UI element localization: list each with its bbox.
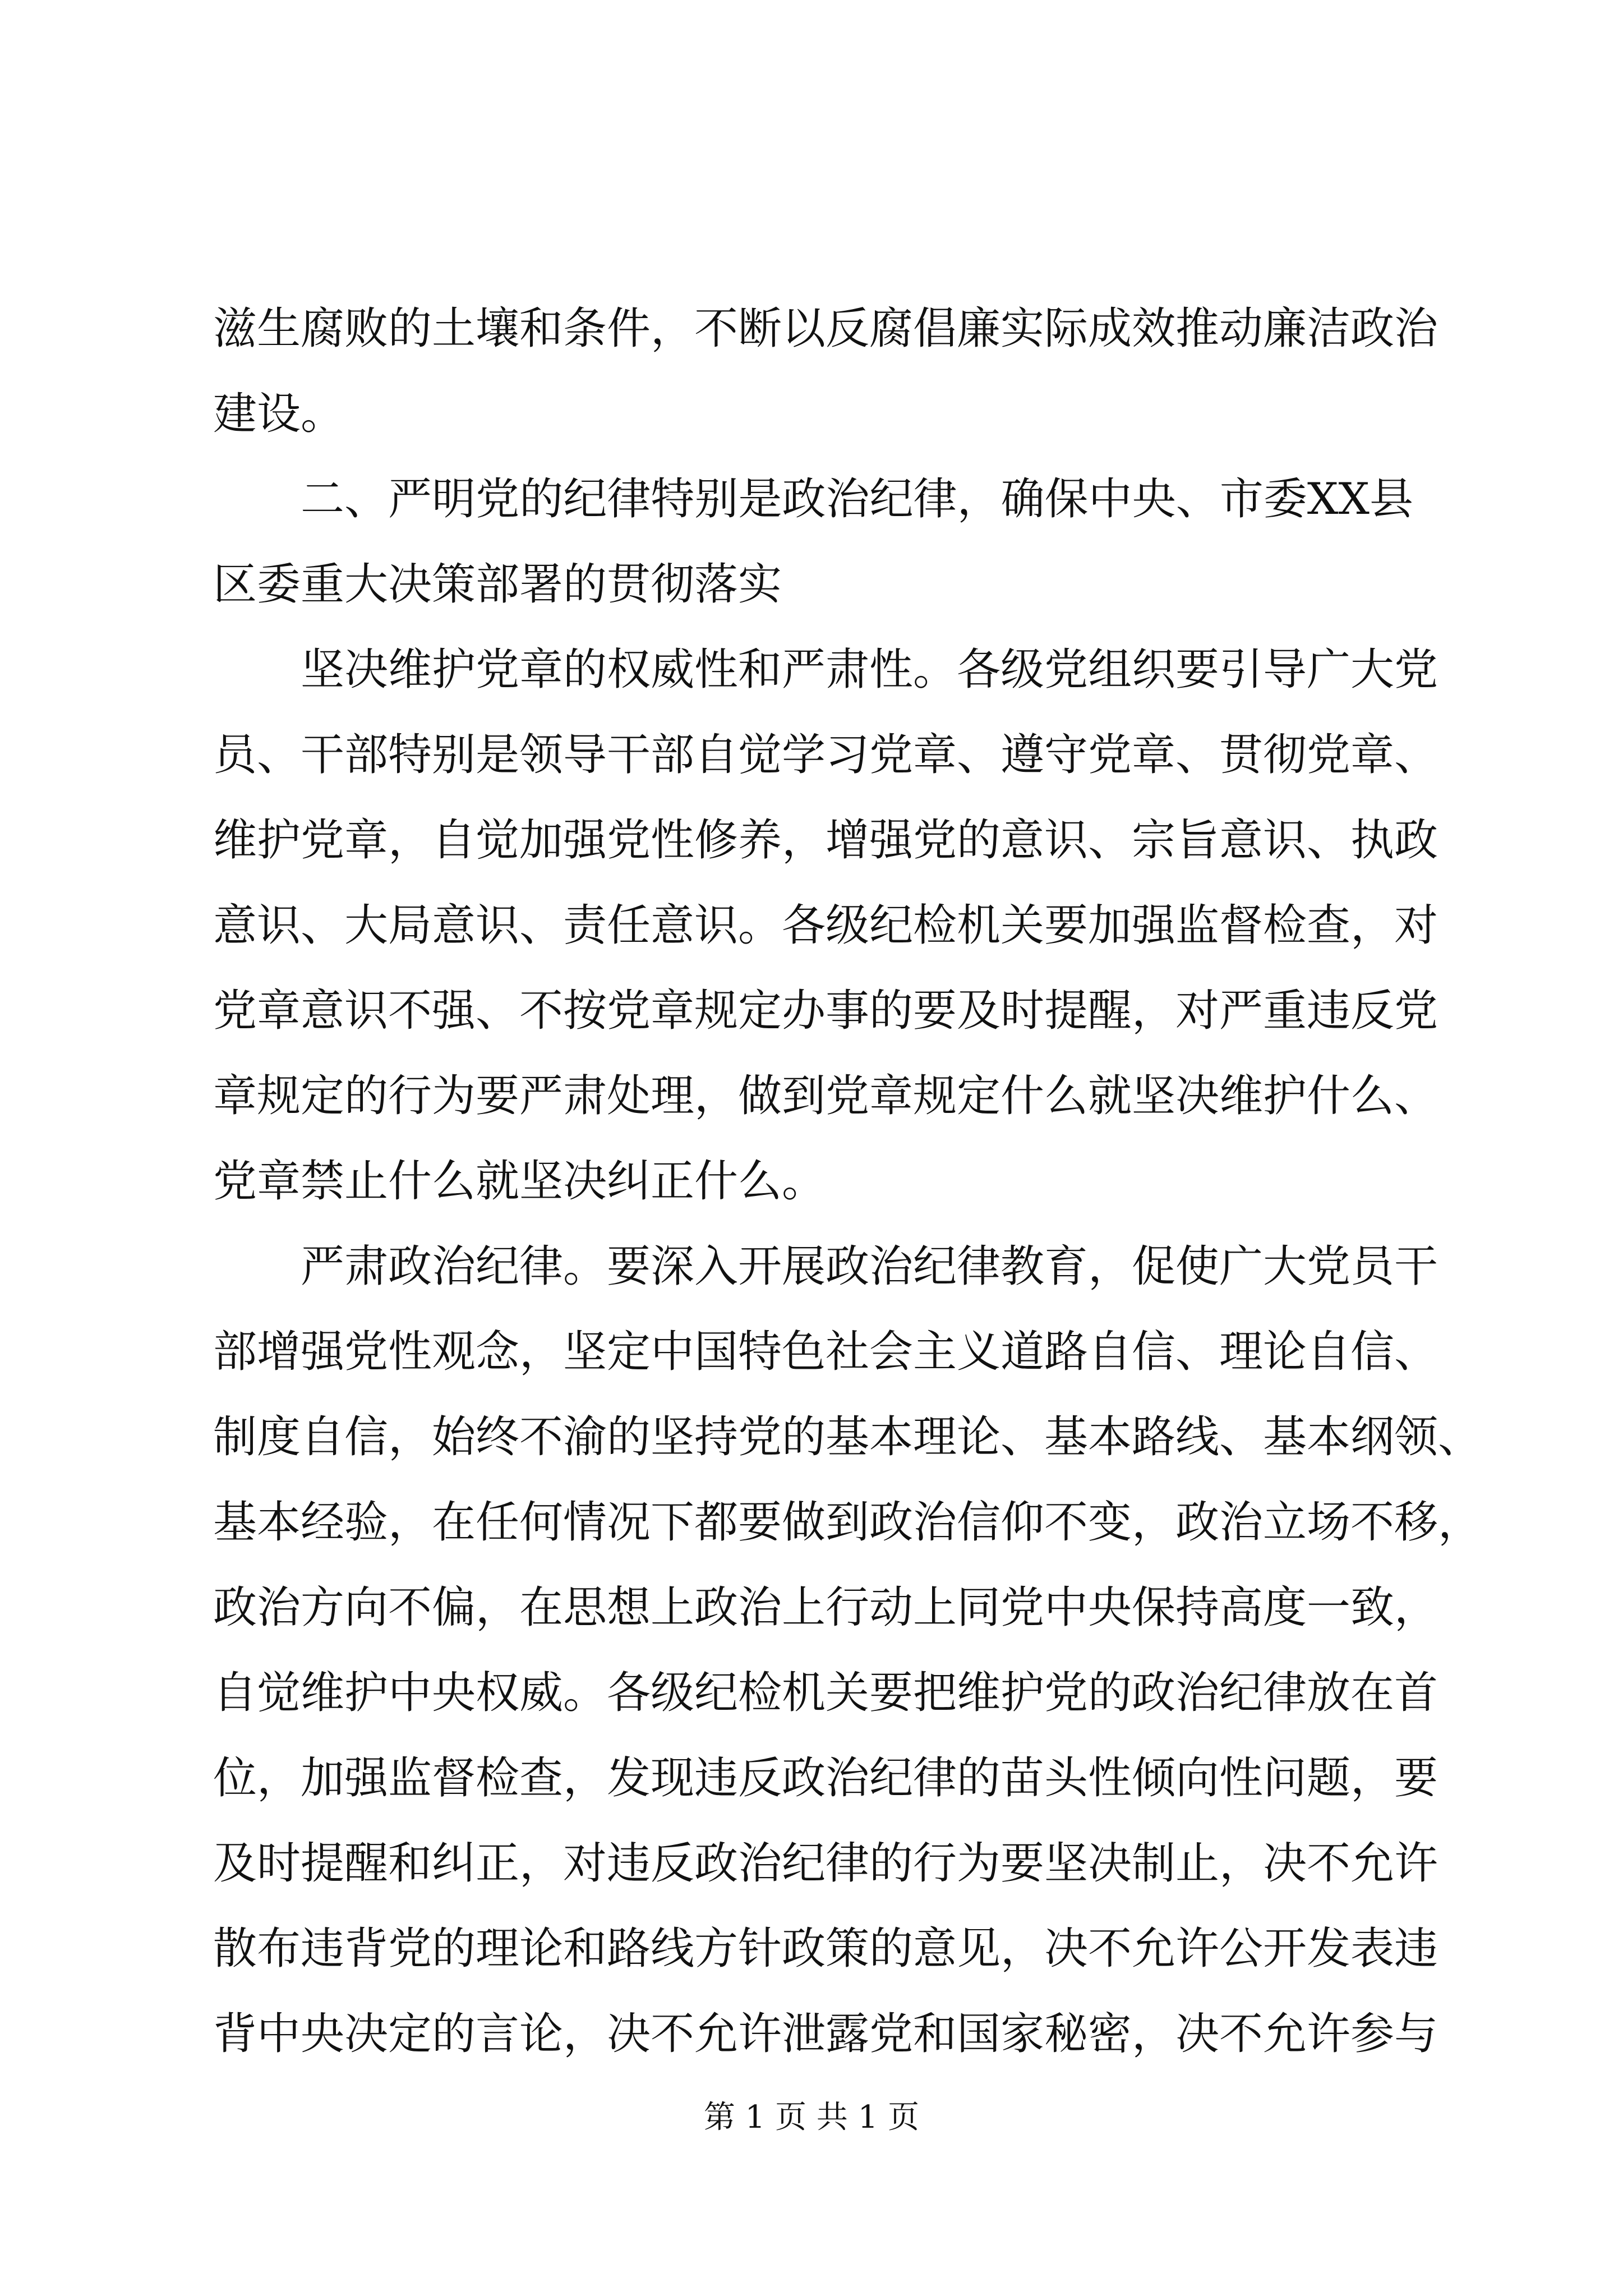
text-line: 散布违背党的理论和路线方针政策的意见，决不允许公开发表违 — [213, 1924, 1438, 1974]
text-line: 区委重大决策部署的贯彻落实 — [213, 559, 782, 610]
text-line: 章规定的行为要严肃处理，做到党章规定什么就坚决维护什么、 — [213, 1071, 1438, 1121]
text-line: 基本经验，在任何情况下都要做到政治信仰不变，政治立场不移， — [213, 1497, 1482, 1548]
text-line: 政治方向不偏，在思想上政治上行动上同党中央保持高度一致， — [213, 1582, 1438, 1633]
document-body — [213, 286, 1482, 2077]
text-line: 二、严明党的纪律特别是政治纪律，确保中央、市委XX县 — [301, 474, 1413, 524]
text-line: 坚决维护党章的权威性和严肃性。各级党组织要引导广大党 — [301, 645, 1438, 695]
text-line: 建设。 — [213, 389, 345, 439]
text-line: 制度自信，始终不渝的坚持党的基本理论、基本路线、基本纲领、 — [213, 1412, 1482, 1462]
text-line: 意识、大局意识、责任意识。各级纪检机关要加强监督检查，对 — [213, 900, 1438, 951]
page-footer: 第 1 页 共 1 页 — [703, 2099, 920, 2136]
text-line: 严肃政治纪律。要深入开展政治纪律教育，促使广大党员干 — [301, 1241, 1438, 1292]
text-line: 背中央决定的言论，决不允许泄露党和国家秘密，决不允许参与 — [213, 2009, 1438, 2059]
text-line: 维护党章，自觉加强党性修养，增强党的意识、宗旨意识、执政 — [213, 815, 1438, 866]
text-line: 滋生腐败的土壤和条件，不断以反腐倡廉实际成效推动廉洁政治 — [213, 303, 1438, 354]
text-line: 党章禁止什么就坚决纠正什么。 — [213, 1156, 826, 1207]
text-line: 部增强党性观念，坚定中国特色社会主义道路自信、理论自信、 — [213, 1327, 1438, 1377]
text-line: 及时提醒和纠正，对违反政治纪律的行为要坚决制止，决不允许 — [213, 1838, 1438, 1889]
text-line: 员、干部特别是领导干部自觉学习党章、遵守党章、贯彻党章、 — [213, 730, 1438, 780]
text-line: 自觉维护中央权威。各级纪检机关要把维护党的政治纪律放在首 — [213, 1668, 1438, 1718]
text-line: 党章意识不强、不按党章规定办事的要及时提醒，对严重违反党 — [213, 986, 1438, 1036]
text-line: 位，加强监督检查，发现违反政治纪律的苗头性倾向性问题，要 — [213, 1753, 1438, 1803]
